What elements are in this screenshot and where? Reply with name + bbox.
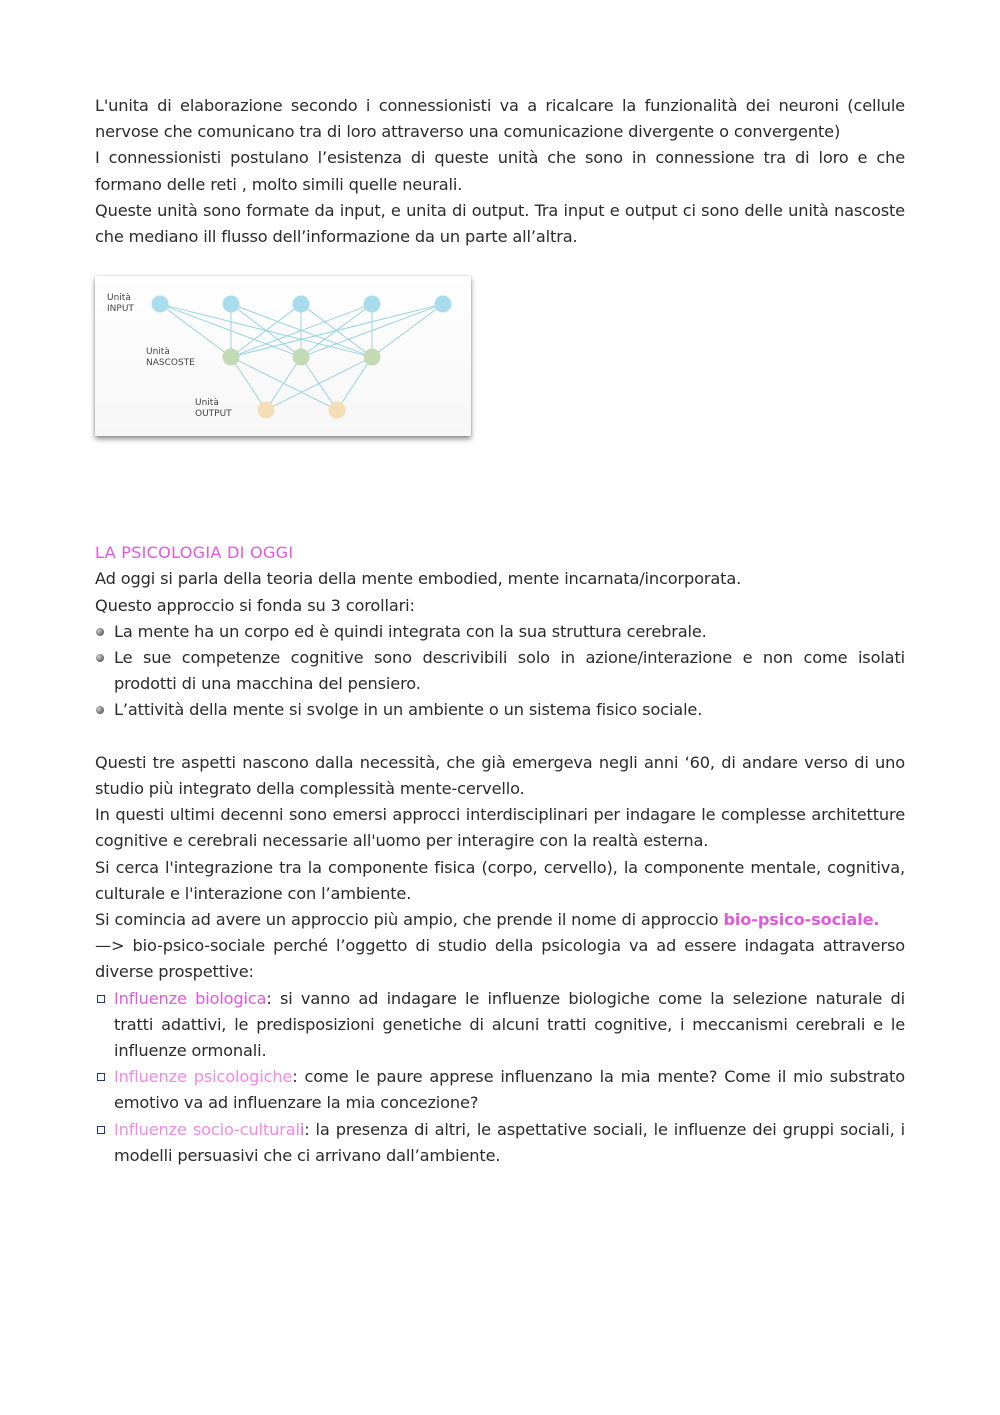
hidden-unit-node [364, 349, 381, 366]
output-unit-node [329, 402, 346, 419]
influence-text: : si vanno ad indagare le influenze biologiche come la selezione naturale di tratti adattivi, le predisposizioni genetiche di alcuni tratti cognitive, i meccanismi cerebrali e le influenze ormonali. [114, 988, 905, 1061]
input-label-line-2: INPUT [107, 304, 134, 315]
influence-label: Influenze biologica [114, 988, 267, 1008]
square-bullet-icon [97, 1126, 105, 1134]
intro-paragraph-2: I connessionisti postulano l’esistenza di queste unità che sono in connessione tra di loro e che formano delle reti , molto simili quelle neurali. [95, 148, 905, 194]
input-unit-node [223, 296, 240, 313]
hidden-unit-node [223, 349, 240, 366]
list-item [95, 645, 905, 697]
bullet-icon [96, 654, 104, 662]
influence-text: : la presenza di altri, le aspettative sociali, le influenze dei gruppi sociali, i modelli persuasivi che ci arrivano dall’ambiente. [114, 1119, 905, 1165]
input-unit-node [364, 296, 381, 313]
bullet-icon [96, 628, 104, 636]
input-units-label [107, 293, 134, 315]
list-item-text: La mente ha un corpo ed è quindi integrata con la sua struttura cerebrale. [114, 621, 707, 641]
output-units-label [195, 398, 232, 420]
intro-paragraph-3: Queste unità sono formate da input, e unita di output. Tra input e output ci sono delle unità nascoste che mediano ill flusso dell’informazione da un parte all’altra. [95, 200, 905, 247]
influences-list [95, 986, 905, 1169]
influence-text: : come le paure apprese influenzano la mia mente? Come il mio substrato emotivo va ad influenzare la mia concezione? [114, 1067, 906, 1113]
list-item-text: Le sue competenze cognitive sono descrivibili solo in azione/interazione e non come isolati prodotti di una macchina del pensiero. [114, 648, 905, 694]
intro-section [95, 93, 905, 250]
list-item [95, 619, 905, 645]
hidden-unit-node [293, 349, 310, 366]
output-unit-node [258, 402, 275, 419]
section-paragraph-7: —> bio-psico-sociale perché l’oggetto di studio della psicologia va ad essere indagata attraverso diverse prospettive: [95, 936, 905, 982]
section-paragraph-5: Si cerca l'integrazione tra la componente fisica (corpo, cervello), la componente mentale, cognitiva, culturale e l'interazione con l’ambiente. [95, 857, 905, 903]
output-label-line-2: OUTPUT [195, 409, 232, 420]
section-title: LA PSICOLOGIA DI OGGI [95, 543, 294, 563]
hidden-output-connection [266, 357, 301, 410]
input-unit-node [152, 296, 169, 313]
bullet-icon [96, 706, 104, 714]
hidden-units-label [146, 347, 195, 369]
input-label-line-1: Unità [107, 293, 131, 304]
section-paragraph-3: Questi tre aspetti nascono dalla necessità, che già emergeva negli anni ‘60, di andare verso di uno studio più integrato della complessità mente-cervello. [95, 752, 905, 799]
section-paragraph-2: Questo approccio si fonda su 3 corollari: [95, 595, 415, 615]
intro-paragraph-1: L'unita di elaborazione secondo i connessionisti va a ricalcare la funzionalità dei neuroni (cellule nervose che comunicano tra di loro attraverso una comunicazione divergente o convergente) [95, 96, 905, 142]
square-bullet-icon [97, 1073, 105, 1081]
corollary-list [95, 619, 905, 724]
list-item [95, 1064, 905, 1116]
list-item [95, 1117, 905, 1169]
document-page [95, 93, 905, 1169]
list-item [95, 986, 905, 1065]
hidden-label-line-1: Unità [146, 347, 170, 358]
output-label-line-1: Unità [195, 398, 219, 409]
section-paragraph-1: Ad oggi si parla della teoria della mente embodied, mente incarnata/incorporata. [95, 569, 742, 589]
list-item [95, 697, 905, 723]
square-bullet-icon [97, 995, 105, 1003]
hidden-output-connection [231, 357, 266, 410]
input-hidden-connection [372, 304, 443, 357]
influence-label: Influenze psicologiche [114, 1067, 293, 1087]
section-paragraph-4: In questi ultimi decenni sono emersi approcci interdisciplinari per indagare le complesse architetture cognitive e cerebrali necessarie all'uomo per interagire con la realtà esterna. [95, 805, 905, 851]
hidden-output-connection [266, 357, 372, 410]
section-paragraph-6 [95, 907, 905, 933]
input-hidden-connection [231, 304, 443, 357]
paragraph-6-text: Si comincia ad avere un approccio più ampio, che prende il nome di approccio [95, 910, 724, 930]
hidden-output-connection [337, 357, 372, 410]
input-unit-node [435, 296, 452, 313]
influence-label-tail: i [299, 1119, 305, 1139]
bio-psico-sociale-highlight: bio-psico-sociale. [723, 910, 880, 930]
input-unit-node [293, 296, 310, 313]
list-item-text: L’attività della mente si svolge in un ambiente o un sistema fisico sociale. [114, 700, 703, 720]
hidden-label-line-2: NASCOSTE [146, 358, 195, 369]
neural-network-figure [95, 276, 471, 436]
influence-label: Influenze socio-cultural [114, 1119, 300, 1139]
